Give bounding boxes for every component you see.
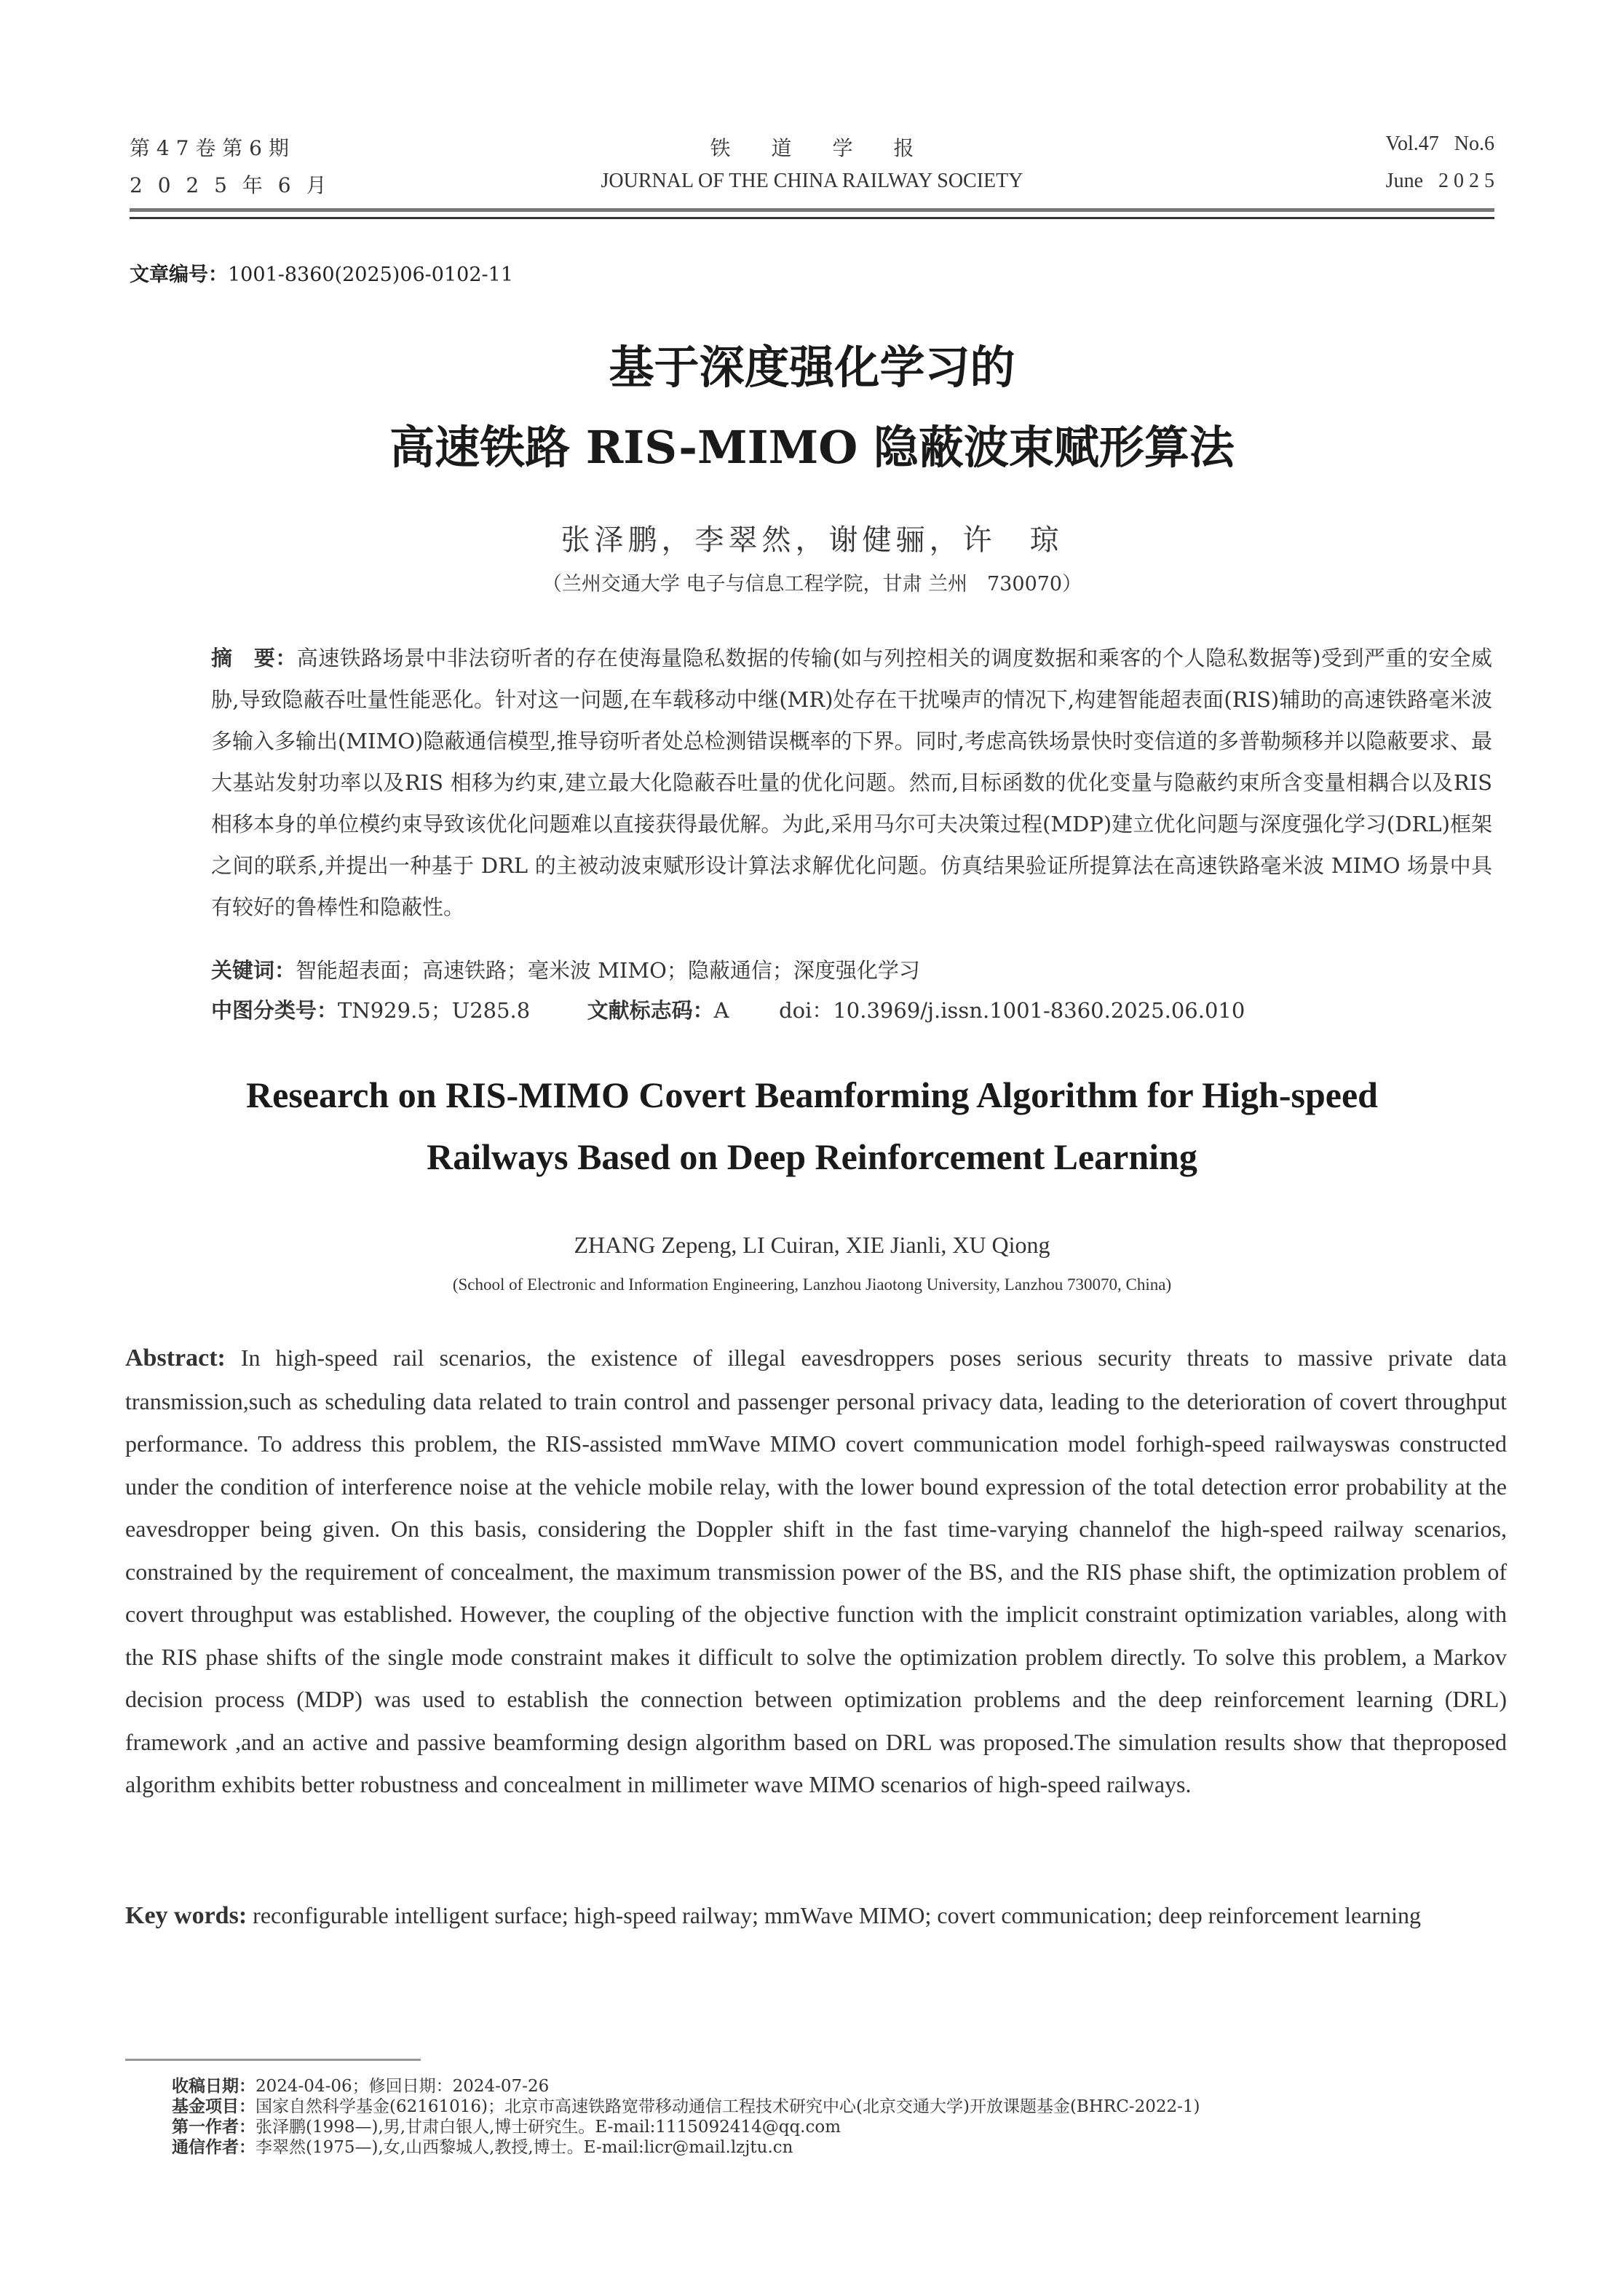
journal-name-cn: 铁 道 学 报 bbox=[710, 136, 914, 160]
footnote-label: 通信作者： bbox=[172, 2137, 256, 2157]
issue-info-cn: 第 4 7 卷 第 6 期 bbox=[130, 136, 289, 160]
footnote-label: 第一作者： bbox=[172, 2117, 256, 2137]
abstract-cn-text: 高速铁路场景中非法窃听者的存在使海量隐私数据的传输(如与列控相关的调度数据和乘客的个人隐私数据等)受到严重的安全威胁,导致隐蔽吞吐量性能恶化。针对这一问题,在车载移动中继(MR)处存在干扰噪声的情况下,构建智能超表面(RIS)辅助的高速铁路毫米波多输入多输出(MIMO)隐蔽通信模型,推导窃听者处总检测错误概率的下界。同时,考虑高铁场景快时变信道的多普勒频移并以隐蔽要求、最大基站发射功率以及RIS 相移为约束,建立最大化隐蔽吞吐量的优化问题。然而,目标函数的优化变量与隐蔽约束所含变量相耦合以及RIS 相移本身的单位模约束导致该优化问题难以直接获得最优解。为此,采用马尔可夫决策过程(MDP)建立优化问题与深度强化学习(DRL)框架之间的联系,并提出一种基于 DRL 的主被动波束赋形设计算法求解优化问题。仿真结果验证所提算法在高速铁路毫米波 MIMO 场景中具有较好的鲁棒性和隐蔽性。 bbox=[211, 646, 1492, 919]
footnote-text: 张泽鹏(1998—),男,甘肃白银人,博士研究生。E-mail:1115092414@qq.com bbox=[256, 2118, 841, 2137]
title-en-line2: Railways Based on Deep Reinforcement Learning bbox=[427, 1136, 1197, 1177]
doc-code-value: A bbox=[713, 998, 729, 1023]
abstract-en bbox=[125, 1337, 1507, 1806]
keywords-en-text: reconfigurable intelligent surface; high-speed railway; mmWave MIMO; covert communication; deep reinforcement learning bbox=[253, 1902, 1421, 1928]
authors-en: ZHANG Zepeng, LI Cuiran, XIE Jianli, XU Qiong bbox=[574, 1232, 1050, 1258]
affiliation-cn: （兰州交通大学 电子与信息工程学院，甘肃 兰州 730070） bbox=[542, 573, 1082, 595]
abstract-en-label: Abstract: bbox=[125, 1345, 226, 1371]
footnote-text: 2024-04-06；修回日期：2024-07-26 bbox=[256, 2077, 550, 2096]
title-cn-line2: 高速铁路 RIS-MIMO 隐蔽波束赋形算法 bbox=[389, 421, 1235, 474]
keywords-en bbox=[125, 1894, 1507, 1938]
footnote-text: 李翠然(1975—),女,山西黎城人,教授,博士。E-mail:licr@mail.lzjtu.cn bbox=[256, 2138, 793, 2157]
clc-label: 中图分类号： bbox=[211, 998, 338, 1023]
abstract-cn bbox=[211, 638, 1492, 928]
clc-value: TN929.5；U285.8 bbox=[338, 998, 531, 1023]
footnotes bbox=[172, 2076, 1200, 2158]
footnote-label: 收稿日期： bbox=[172, 2076, 256, 2096]
doi: doi：10.3969/j.issn.1001-8360.2025.06.010 bbox=[779, 998, 1245, 1023]
journal-name-en: JOURNAL OF THE CHINA RAILWAY SOCIETY bbox=[601, 170, 1023, 192]
footnote-label: 基金项目： bbox=[172, 2097, 256, 2116]
title-en-line1: Research on RIS-MIMO Covert Beamforming Algorithm for High-speed bbox=[246, 1074, 1378, 1115]
footnote-received bbox=[172, 2076, 1200, 2097]
keywords-en-label: Key words: bbox=[125, 1902, 247, 1929]
header-rule-thick bbox=[130, 208, 1494, 212]
footnote-first-author bbox=[172, 2117, 1200, 2137]
volume-info-en: Vol.47 No.6 bbox=[1385, 132, 1494, 155]
abstract-en-text: In high-speed rail scenarios, the existence of illegal eavesdroppers poses serious security threats to massive private data transmission,such as scheduling data related to train control and passenger personal privacy data, leading to the deterioration of covert throughput performance. To address this problem, the RIS-assisted mmWave MIMO covert communication model forhigh-speed railwayswas constructed under the condition of interference noise at the vehicle mobile relay, with the lower bound expression of the total detection error probability at the eavesdropper being given. On this basis, considering the Doppler shift in the fast time-varying channelof the high-speed railway scenarios, constrained by the requirement of concealment, the maximum transmission power of the BS, and the RIS phase shift, the optimization problem of covert throughput was established. However, the coupling of the objective function with the implicit constraint optimization variables, along with the RIS phase shifts of the single mode constraint makes it difficult to solve the optimization problem directly. To solve this problem, a Markov decision process (MDP) was used to establish the connection between optimization problems and the deep reinforcement learning (DRL) framework ,and an active and passive beamforming design algorithm based on DRL was proposed.The simulation results show that theproposed algorithm exhibits better robustness and concealment in millimeter wave MIMO scenarios of high-speed railways. bbox=[125, 1345, 1508, 1797]
authors-cn: 张泽鹏，李翠然，谢健骊，许 琼 bbox=[561, 523, 1063, 557]
article-number-label: 文章编号： bbox=[130, 264, 228, 286]
date-cn: 2 0 2 5 年 6 月 bbox=[130, 173, 331, 197]
keywords-cn-label: 关键词： bbox=[211, 958, 296, 983]
date-en: June 2 0 2 5 bbox=[1385, 170, 1494, 192]
keywords-cn-text: 智能超表面；高速铁路；毫米波 MIMO；隐蔽通信；深度强化学习 bbox=[296, 958, 920, 983]
classification-line bbox=[211, 990, 1492, 1032]
doc-code-label: 文献标志码： bbox=[587, 998, 714, 1023]
article-number bbox=[130, 258, 513, 287]
keywords-cn bbox=[211, 950, 1492, 991]
footnote-text: 国家自然科学基金(62161016)；北京市高速铁路宽带移动通信工程技术研究中心(北京交通大学)开放课题基金(BHRC-2022-1) bbox=[256, 2097, 1200, 2116]
article-number-value: 1001-8360(2025)06-0102-11 bbox=[228, 264, 514, 286]
affiliation-en: (School of Electronic and Information Engineering, Lanzhou Jiaotong University, Lanzhou 730070, China) bbox=[452, 1275, 1172, 1294]
header-rule-thin bbox=[130, 217, 1494, 219]
footnote-corresponding-author bbox=[172, 2137, 1200, 2158]
footnote-funding bbox=[172, 2097, 1200, 2117]
abstract-cn-label: 摘 要： bbox=[211, 646, 297, 670]
title-cn-line1: 基于深度强化学习的 bbox=[609, 341, 1015, 394]
footnote-rule bbox=[125, 2059, 421, 2061]
